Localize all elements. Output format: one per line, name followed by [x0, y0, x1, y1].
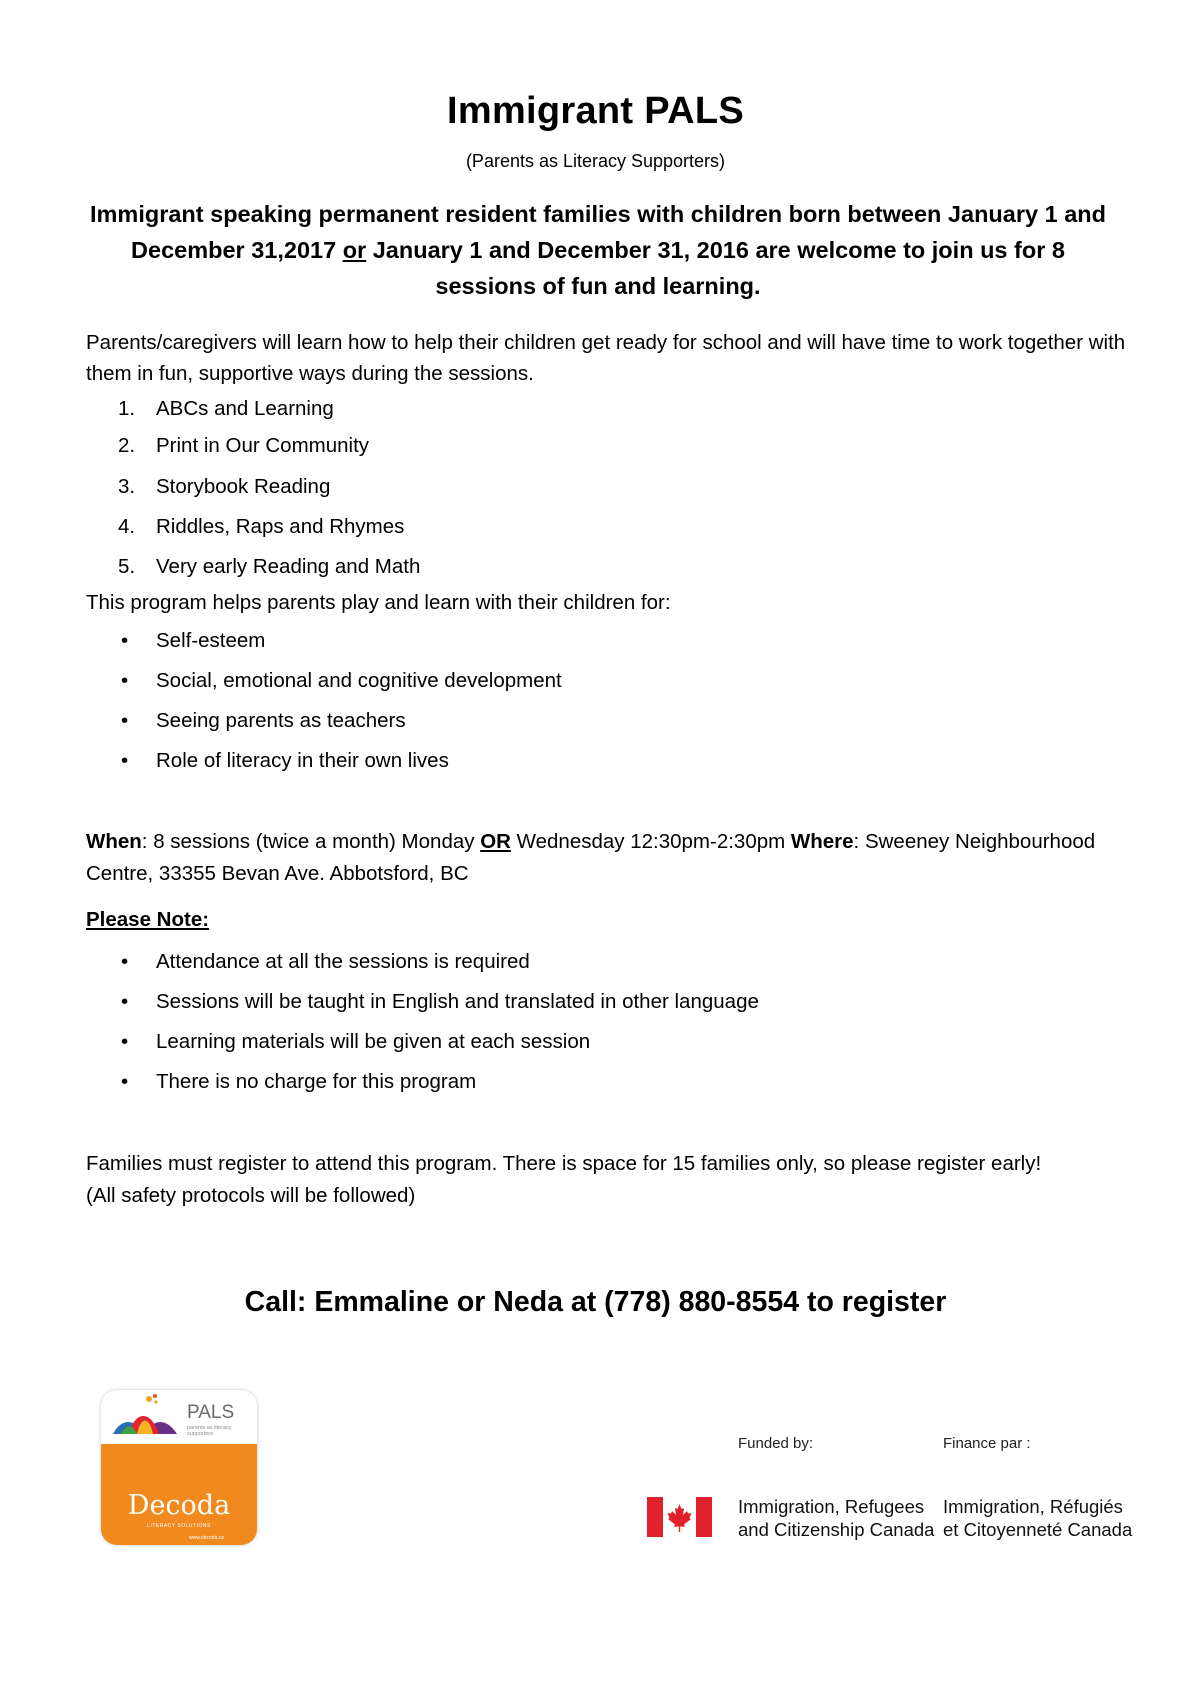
headline-part-1: Immigrant speaking permanent resident families with children born between January 1 and December 31,2017 — [90, 201, 1106, 263]
session-label: Storybook Reading — [156, 475, 331, 498]
benefit-label: Self-esteem — [156, 629, 266, 652]
ircc-en-line-2: and Citizenship Canada — [738, 1519, 935, 1540]
note-label: Attendance at all the sessions is required — [156, 950, 530, 973]
when-where-paragraph — [86, 826, 1126, 890]
where-label: Where — [790, 830, 854, 853]
session-label: ABCs and Learning — [156, 397, 334, 420]
bullet-icon: • — [121, 990, 129, 1013]
when-text-1: : 8 sessions (twice a month) Monday — [141, 830, 481, 853]
bullet-icon: • — [121, 709, 129, 732]
benefit-label: Seeing parents as teachers — [156, 709, 406, 732]
registration-paragraph — [86, 1148, 1126, 1212]
session-label: Very early Reading and Math — [156, 555, 421, 578]
bullet-icon: • — [121, 950, 129, 973]
bullet-icon: • — [121, 1030, 129, 1053]
note-label: There is no charge for this program — [156, 1070, 477, 1093]
benefit-label: Role of literacy in their own lives — [156, 749, 449, 772]
eligibility-headline — [78, 196, 1118, 304]
safety-protocols-text: (All safety protocols will be followed) — [86, 1184, 416, 1207]
please-note-heading: Please Note: — [86, 908, 210, 931]
lotus-icon — [101, 1390, 187, 1444]
benefits-lead: This program helps parents play and learn with their children for: — [86, 591, 671, 614]
when-label: When — [86, 830, 142, 853]
pals-tagline: parents as literacy supporters — [187, 1425, 232, 1437]
intro-paragraph: Parents/caregivers will learn how to help their children get ready for school and will have time to work together with them in fun, supportive ways during the sessions. — [86, 331, 1126, 385]
session-label: Riddles, Raps and Rhymes — [156, 515, 405, 538]
ircc-en-line-1: Immigration, Refugees — [738, 1496, 925, 1517]
bullet-icon: • — [121, 629, 129, 652]
decoda-wordmark: Decoda — [127, 1490, 231, 1521]
page-title: Immigrant PALS — [447, 90, 744, 132]
headline-part-2: January 1 and December 31, 2016 are welcome to join us for 8 sessions of fun and learning. — [366, 237, 1065, 299]
ircc-fr-line-2: et Citoyenneté Canada — [943, 1519, 1133, 1540]
bullet-icon: • — [121, 749, 129, 772]
decoda-tagline: LITERACY SOLUTIONS — [147, 1523, 211, 1529]
ircc-name-english — [738, 1495, 934, 1541]
registration-text: Families must register to attend this program. There is space for 15 families only, so please register early! — [86, 1152, 1042, 1175]
funded-by-label: Funded by: — [738, 1435, 814, 1452]
or-label: OR — [480, 830, 511, 853]
call-to-register: Call: Emmaline or Neda at (778) 880-8554 to register — [244, 1286, 947, 1318]
decoda-url: www.decoda.ca — [189, 1535, 225, 1541]
benefit-label: Social, emotional and cognitive development — [156, 669, 562, 692]
finance-par-label: Finance par : — [943, 1435, 1031, 1452]
ircc-name-french — [943, 1495, 1132, 1541]
pals-logo-top — [101, 1390, 257, 1444]
ircc-fr-line-1: Immigration, Réfugiés — [943, 1496, 1123, 1517]
note-label: Sessions will be taught in English and translated in other language — [156, 990, 759, 1013]
headline-underlined-or: or — [342, 237, 367, 263]
note-label: Learning materials will be given at each session — [156, 1030, 591, 1053]
session-number: 5. — [118, 555, 136, 578]
bullet-icon: • — [121, 1070, 129, 1093]
session-number: 2. — [118, 434, 136, 457]
bullet-icon: • — [121, 669, 129, 692]
canada-flag-icon — [647, 1497, 712, 1537]
page-subtitle: (Parents as Literacy Supporters) — [465, 151, 726, 171]
session-label: Print in Our Community — [156, 434, 370, 457]
session-number: 3. — [118, 475, 136, 498]
when-text-2: Wednesday 12:30pm-2:30pm — [510, 830, 791, 853]
session-number: 1. — [118, 397, 136, 420]
pals-decoda-logo — [101, 1390, 257, 1545]
pals-wordmark: PALS — [187, 1402, 235, 1423]
session-number: 4. — [118, 515, 136, 538]
where-text: : Sweeney Neighbourhood Centre, 33355 Bevan Ave. Abbotsford, BC — [86, 830, 1096, 885]
